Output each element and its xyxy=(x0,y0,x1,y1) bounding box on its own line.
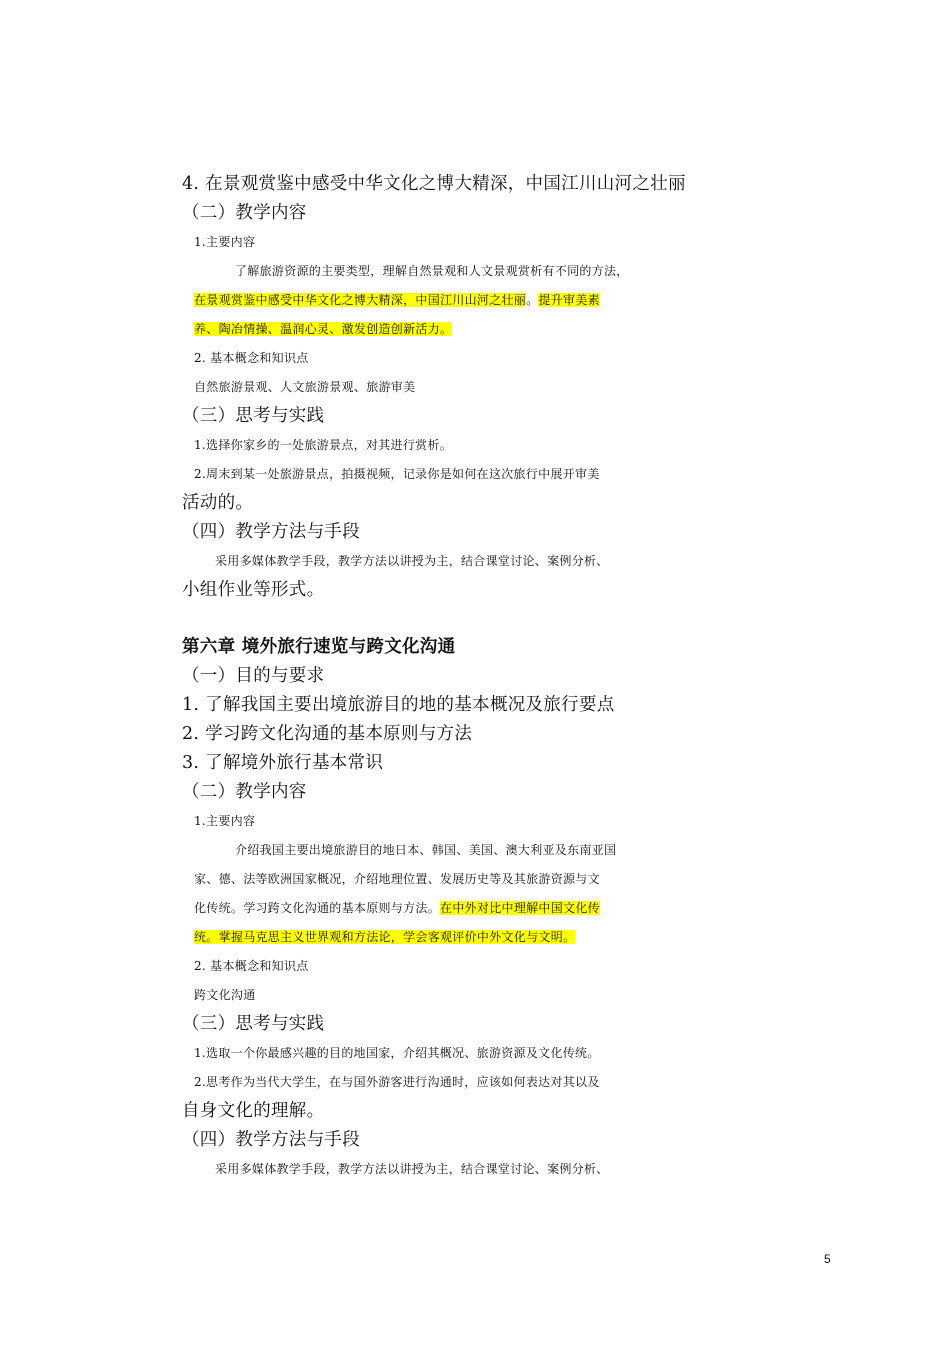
methods-paragraph: 采用多媒体教学手段，教学方法以讲授为主，结合课堂讨论、案例分析、 xyxy=(215,1162,609,1176)
subheading-concepts: 2. 基本概念和知识点 xyxy=(194,959,309,973)
highlighted-text: 在景观赏鉴中感受中华文化之博大精深，中国江川山河之壮丽 xyxy=(194,293,527,307)
section-heading-methods: （四）教学方法与手段 xyxy=(182,1130,360,1150)
paragraph-text: 化传统。学习跨文化沟通的基本原则与方法。 xyxy=(194,901,441,915)
highlighted-text: 养、陶冶情操、温润心灵、激发创造创新活力。 xyxy=(194,322,453,336)
subheading-main-content: 1.主要内容 xyxy=(194,814,256,828)
subheading-concepts: 2. 基本概念和知识点 xyxy=(194,351,309,365)
objective-item-2: 2. 学习跨文化沟通的基本原则与方法 xyxy=(182,724,473,744)
objective-item-3: 3. 了解境外旅行基本常识 xyxy=(182,753,384,773)
paragraph-line xyxy=(194,894,854,923)
practice-item-2: 2.周末到某一处旅游景点，拍摄视频，记录你是如何在这次旅行中展开审美 xyxy=(194,467,600,481)
paragraph-line: 家、德、法等欧洲国家概况，介绍地理位置、发展历史等及其旅游资源与文 xyxy=(194,872,600,886)
practice-item-1: 1.选取一个你最感兴趣的目的地国家，介绍其概况、旅游资源及文化传统。 xyxy=(194,1046,600,1060)
methods-paragraph-cont: 小组作业等形式。 xyxy=(182,580,325,600)
paragraph-text: 。 xyxy=(526,293,539,307)
concepts-list: 跨文化沟通 xyxy=(194,988,256,1002)
section-heading-objectives: （一）目的与要求 xyxy=(182,666,325,686)
paragraph-line: 介绍我国主要出境旅游目的地日本、韩国、美国、澳大利亚及东南亚国 xyxy=(235,843,617,857)
practice-item-2: 2.思考作为当代大学生，在与国外游客进行沟通时，应该如何表达对其以及 xyxy=(194,1075,600,1089)
practice-item-2-cont: 自身文化的理解。 xyxy=(182,1101,325,1121)
paragraph-line: 了解旅游资源的主要类型，理解自然景观和人文景观赏析有不同的方法， xyxy=(235,264,629,278)
section-heading-practice: （三）思考与实践 xyxy=(182,1014,325,1034)
objective-item-1: 1. 了解我国主要出境旅游目的地的基本概况及旅行要点 xyxy=(182,695,615,715)
paragraph-line xyxy=(194,923,854,952)
section-heading-teaching-content: （二）教学内容 xyxy=(182,782,307,802)
section-heading-methods: （四）教学方法与手段 xyxy=(182,522,360,542)
objective-item-4: 4. 在景观赏鉴中感受中华文化之博大精深，中国江川山河之壮丽 xyxy=(182,174,686,194)
chapter-6-title: 第六章 境外旅行速览与跨文化沟通 xyxy=(182,637,456,657)
paragraph-line xyxy=(194,315,854,344)
page-number: 5 xyxy=(824,1252,831,1266)
section-heading-practice: （三）思考与实践 xyxy=(182,406,325,426)
highlighted-text: 提升审美素 xyxy=(538,293,600,307)
practice-item-2-cont: 活动的。 xyxy=(182,493,254,513)
highlighted-text: 统。掌握马克思主义世界观和方法论，学会客观评价中外文化与文明。 xyxy=(194,930,576,944)
subheading-main-content: 1.主要内容 xyxy=(194,235,256,249)
highlighted-text: 在中外对比中理解中国文化传 xyxy=(440,901,600,915)
paragraph-line xyxy=(194,286,854,315)
methods-paragraph: 采用多媒体教学手段，教学方法以讲授为主，结合课堂讨论、案例分析、 xyxy=(215,554,609,568)
concepts-list: 自然旅游景观、人文旅游景观、旅游审美 xyxy=(194,380,416,394)
section-heading-teaching-content: （二）教学内容 xyxy=(182,203,307,223)
practice-item-1: 1.选择你家乡的一处旅游景点，对其进行赏析。 xyxy=(194,438,453,452)
